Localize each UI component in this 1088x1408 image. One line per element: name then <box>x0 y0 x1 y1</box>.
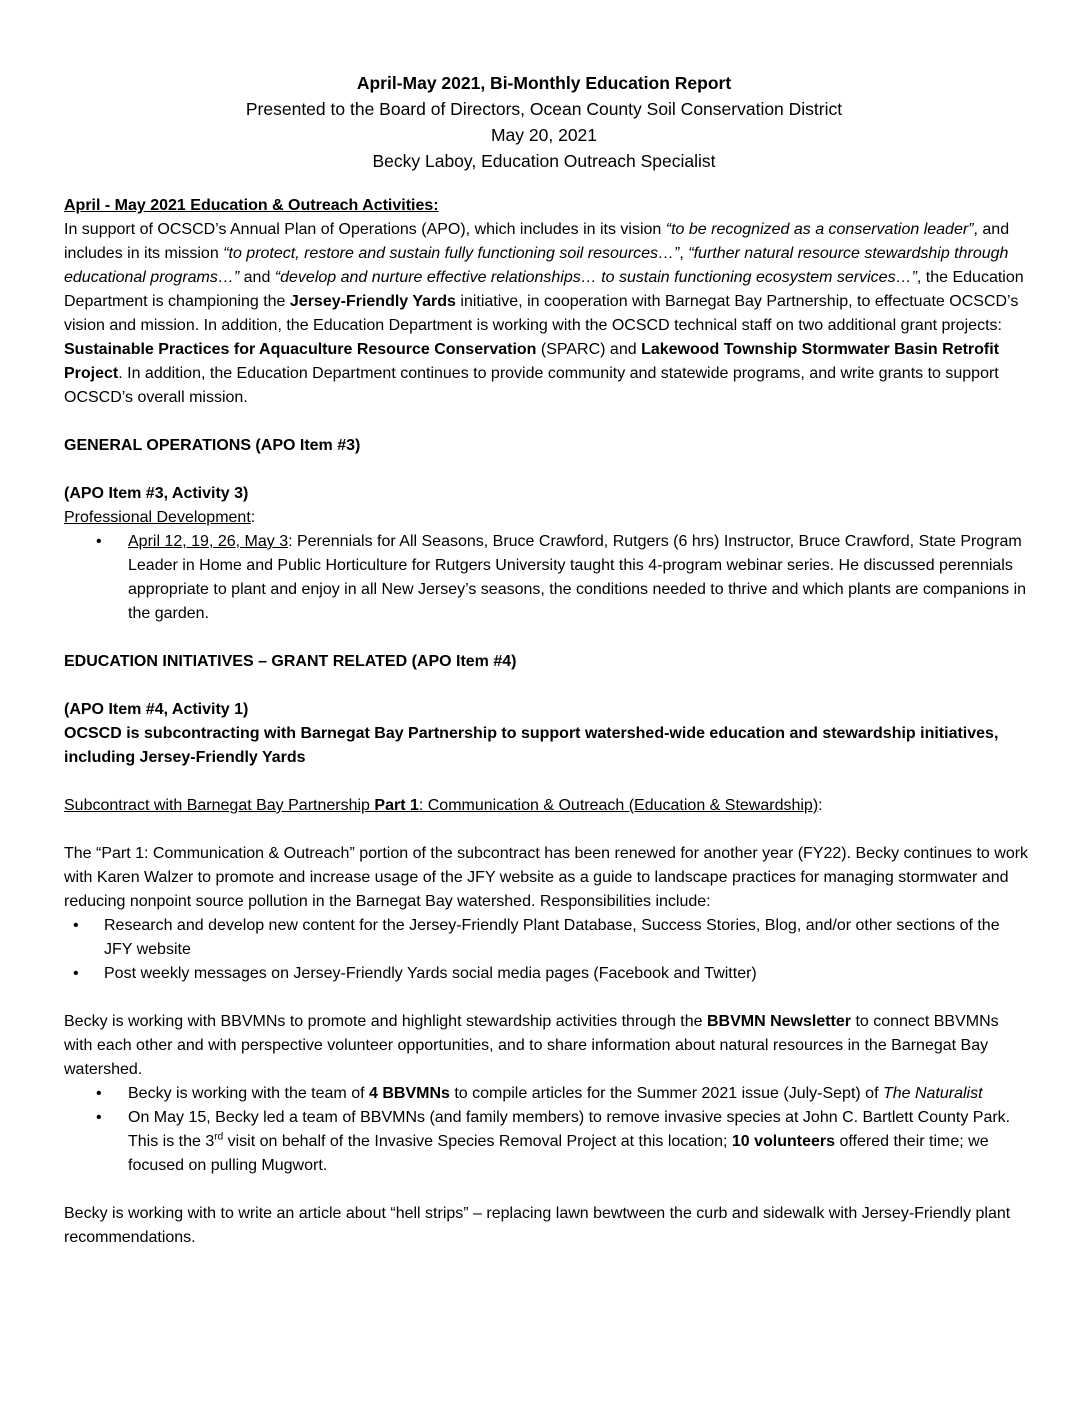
newsletter-paragraph: Becky is working with BBVMNs to promote and highlight stewardship activities through the BBVMN Newsletter to connect BBVMNs with each other and with perspective volunteer opportunities, and to share information about natural resources in the Barnegat Bay watershed. <box>64 1013 999 1078</box>
list-item: • Post weekly messages on Jersey-Friendly Yards social media pages (Facebook and Twitter) <box>64 962 1029 986</box>
report-audience: Presented to the Board of Directors, Ocean County Soil Conservation District <box>245 99 843 119</box>
apo-item-3-activity-heading: (APO Item #3, Activity 3) <box>64 485 249 502</box>
bullet-icon: • <box>73 917 79 934</box>
responsibilities-list <box>64 914 1029 986</box>
professional-development-heading: Professional Development: <box>64 509 256 526</box>
list-item: • April 12, 19, 26, May 3: Perennials for All Seasons, Bruce Crawford, Rutgers (6 hrs) Instructor, Bruce Crawford, State Program Leader in Home and Public Horticulture for Rutgers University taught this 4-program webinar series. He discussed perennials appropriate to plant and enjoy in all New Jersey’s seasons, the conditions needed to thrive and which plants are companions in the garden. <box>64 530 1029 626</box>
report-author: Becky Laboy, Education Outreach Specialist <box>372 151 716 171</box>
bullet-icon: • <box>96 533 102 550</box>
bullet-icon: • <box>73 965 79 982</box>
subcontract-part1-heading: Subcontract with Barnegat Bay Partnership Part 1: Communication & Outreach (Education & Stewardship): <box>64 797 823 814</box>
hell-strips-paragraph: Becky is working with to write an article about “hell strips” – replacing lawn bewtween the curb and sidewalk with Jersey-Friendly plant recommendations. <box>64 1205 1011 1246</box>
list-item: • Becky is working with the team of 4 BBVMNs to compile articles for the Summer 2021 issue (July-Sept) of The Naturalist <box>64 1082 1029 1106</box>
newsletter-list <box>64 1082 1029 1178</box>
report-title: April-May 2021, Bi-Monthly Education Report <box>356 73 732 93</box>
report-date: May 20, 2021 <box>490 125 598 145</box>
subcontract-summary: OCSCD is subcontracting with Barnegat Bay Partnership to support watershed-wide education and stewardship initiatives, including Jersey-Friendly Yards <box>64 725 999 766</box>
education-initiatives-heading: EDUCATION INITIATIVES – GRANT RELATED (APO Item #4) <box>64 653 517 670</box>
bullet-icon: • <box>96 1109 102 1126</box>
list-item: • On May 15, Becky led a team of BBVMNs (and family members) to remove invasive species at John C. Bartlett County Park. This is the 3rd visit on behalf of the Invasive Species Removal Project at this location; 10 volunteers offered their time; we focused on pulling Mugwort. <box>64 1106 1029 1178</box>
part1-paragraph: The “Part 1: Communication & Outreach” portion of the subcontract has been renewed for another year (FY22). Becky continues to work with Karen Walzer to promote and increase usage of the JFY website as a guide to landscape practices for managing stormwater and reducing nonpoint source pollution in the Barnegat Bay watershed. Responsibilities include: <box>64 845 1029 910</box>
professional-development-list <box>64 530 1029 626</box>
general-operations-heading: GENERAL OPERATIONS (APO Item #3) <box>64 437 361 454</box>
apo-item-4-activity-heading: (APO Item #4, Activity 1) <box>64 701 249 718</box>
list-item: • Research and develop new content for the Jersey-Friendly Plant Database, Success Stories, Blog, and/or other sections of the JFY website <box>64 914 1029 962</box>
bullet-icon: • <box>96 1085 102 1102</box>
intro-paragraph: In support of OCSCD’s Annual Plan of Operations (APO), which includes in its vision “to be recognized as a conservation leader”, and includes in its mission “to protect, restore and sustain fully functioning soil resources…”, “further natural resource stewardship through educational programs…” and “develop and nurture effective relationships… to sustain functioning ecosystem services…”, the Education Department is championing the Jersey-Friendly Yards initiative, in cooperation with Barnegat Bay Partnership, to effectuate OCSCD’s vision and mission. In addition, the Education Department is working with the OCSCD technical staff on two additional grant projects: Sustainable Practices for Aquaculture Resource Conservation (SPARC) and Lakewood Township Stormwater Basin Retrofit Project. In addition, the Education Department continues to provide community and statewide programs, and write grants to support OCSCD’s overall mission. <box>64 221 1024 406</box>
activities-heading: April - May 2021 Education & Outreach Activities: <box>64 197 439 214</box>
report-header <box>0 70 1088 174</box>
report-body <box>64 194 1029 1250</box>
